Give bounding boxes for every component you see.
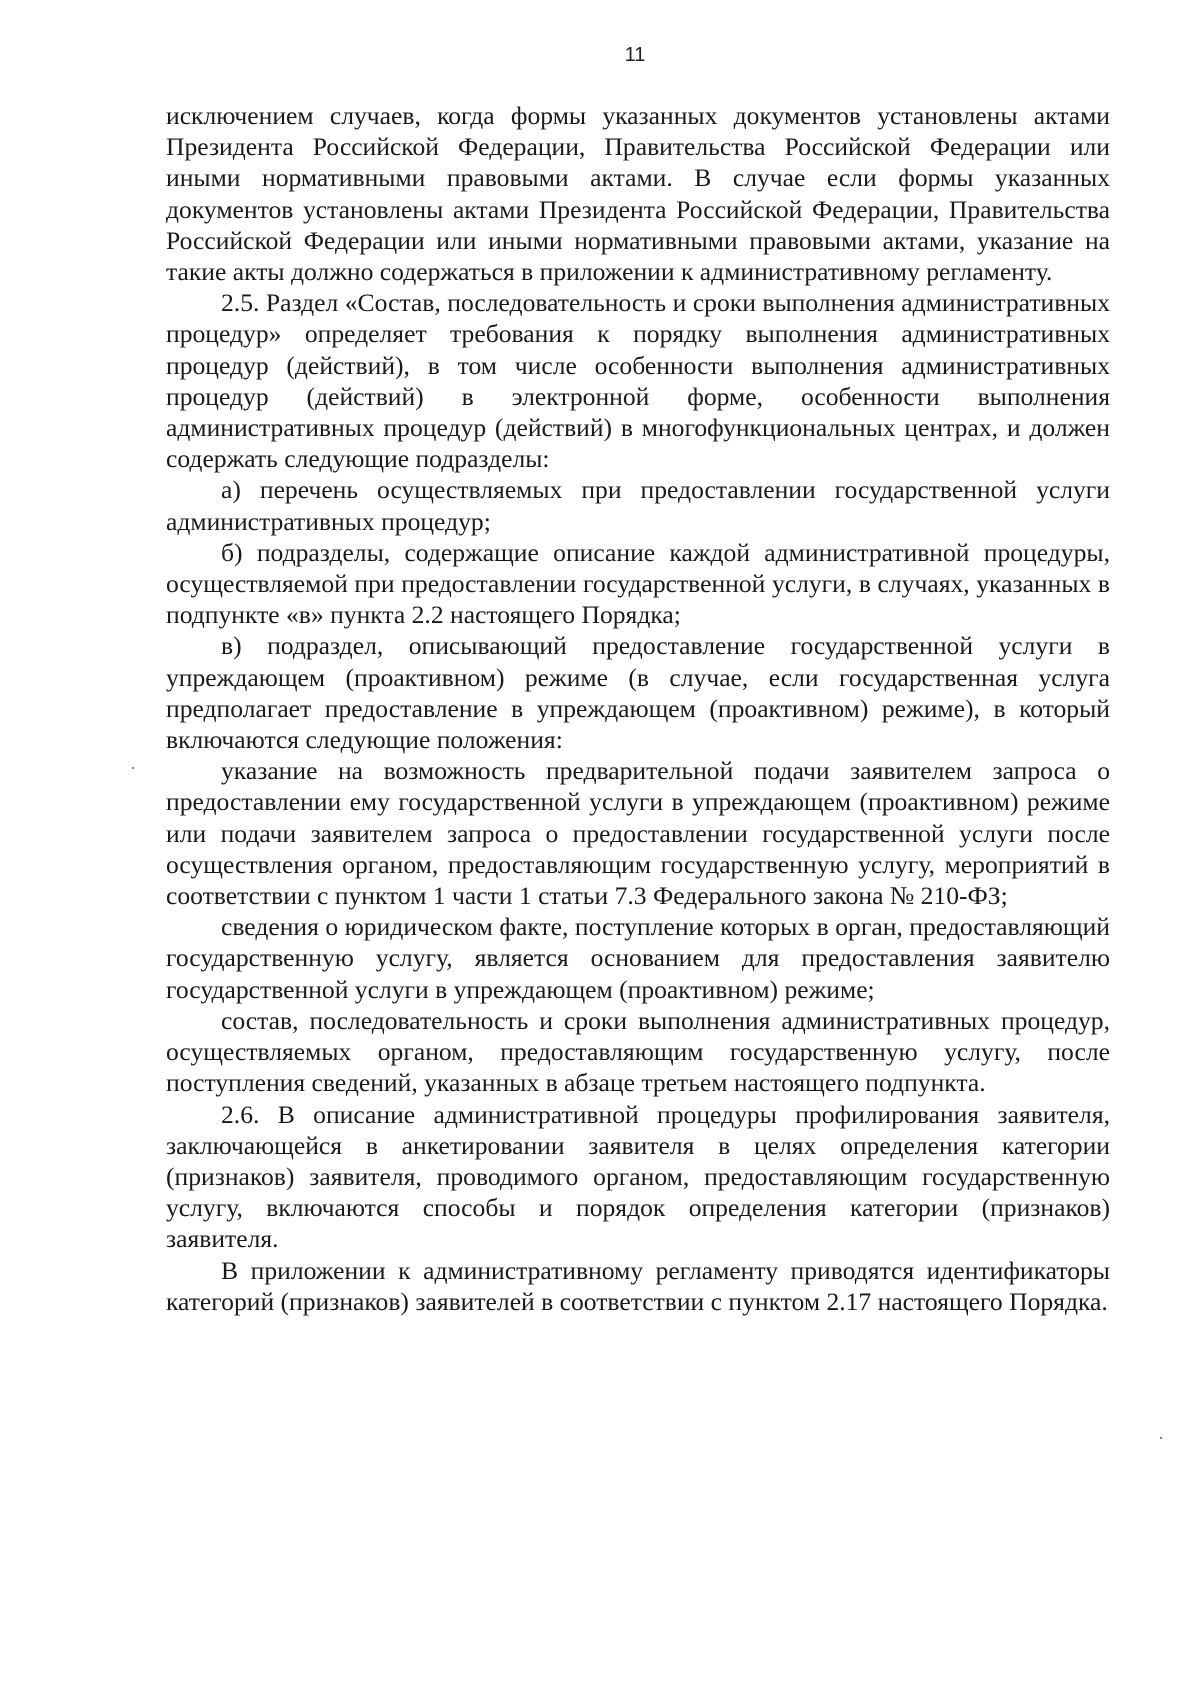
paragraph-continuation: исключением случаев, когда формы указанных документов установлены актами Президента Российской Федерации, Правительства Российской Федерации или иными нормативными правовыми актами. В случае если формы указанных документов установлены актами Президента Российской Федерации, Правительства Российской Федерации или иными нормативными правовыми актами, указание на такие акты должно содержаться в приложении к административному регламенту. — [166, 101, 1110, 287]
paragraph-2-5: 2.5. Раздел «Состав, последовательность и сроки выполнения административных процедур» определяет требования к порядку выполнения административных процедур (действий), в том числе особенности выполнения административных процедур (действий) в электронной форме, особенности выполнения административных процедур (действий) в многофункциональных центрах, и должен содержать следующие подразделы: — [166, 288, 1110, 474]
paragraph-item-a: а) перечень осуществляемых при предоставлении государственной услуги административных процедур; — [166, 475, 1110, 536]
document-body — [166, 100, 1110, 1317]
scan-speck — [1160, 1437, 1162, 1439]
paragraph-provision-1: указание на возможность предварительной подачи заявителем запроса о предоставлении ему государственной услуги в упреждающем (проактивном) режиме или подачи заявителем запроса о предоставлении государственной услуги после осуществления органом, предоставляющим государственную услугу, мероприятий в соответствии с пунктом 1 части 1 статьи 7.3 Федерального закона № 210-ФЗ; — [166, 756, 1110, 911]
page-number: 11 — [624, 44, 646, 66]
paragraph-item-b: б) подразделы, содержащие описание каждой административной процедуры, осуществляемой при предоставлении государственной услуги, в случаях, указанных в подпункте «в» пункта 2.2 настоящего Порядка; — [166, 537, 1110, 630]
paragraph-provision-2: сведения о юридическом факте, поступление которых в орган, предоставляющий государственную услугу, является основанием для предоставления заявителю государственной услуги в упреждающем (проактивном) режиме; — [166, 912, 1110, 1004]
scan-speck — [132, 767, 134, 769]
paragraph-provision-3: состав, последовательность и сроки выполнения административных процедур, осуществляемых органом, предоставляющим государственную услугу, после поступления сведений, указанных в абзаце третьем настоящего подпункта. — [166, 1005, 1110, 1098]
paragraph-item-v: в) подраздел, описывающий предоставление государственной услуги в упреждающем (проактивном) режиме (в случае, если государственная услуга предполагает предоставление в упреждающем (проактивном) режиме), в который включаются следующие положения: — [166, 631, 1110, 755]
paragraph-2-6: 2.6. В описание административной процедуры профилирования заявителя, заключающейся в анкетировании заявителя в целях определения категории (признаков) заявителя, проводимого органом, предоставляющим государственную услугу, включаются способы и порядок определения категории (признаков) заявителя. — [166, 1099, 1110, 1254]
paragraph-appendix: В приложении к административному регламенту приводятся идентификаторы категорий (признаков) заявителей в соответствии с пунктом 2.17 настоящего Порядка. — [166, 1255, 1110, 1316]
